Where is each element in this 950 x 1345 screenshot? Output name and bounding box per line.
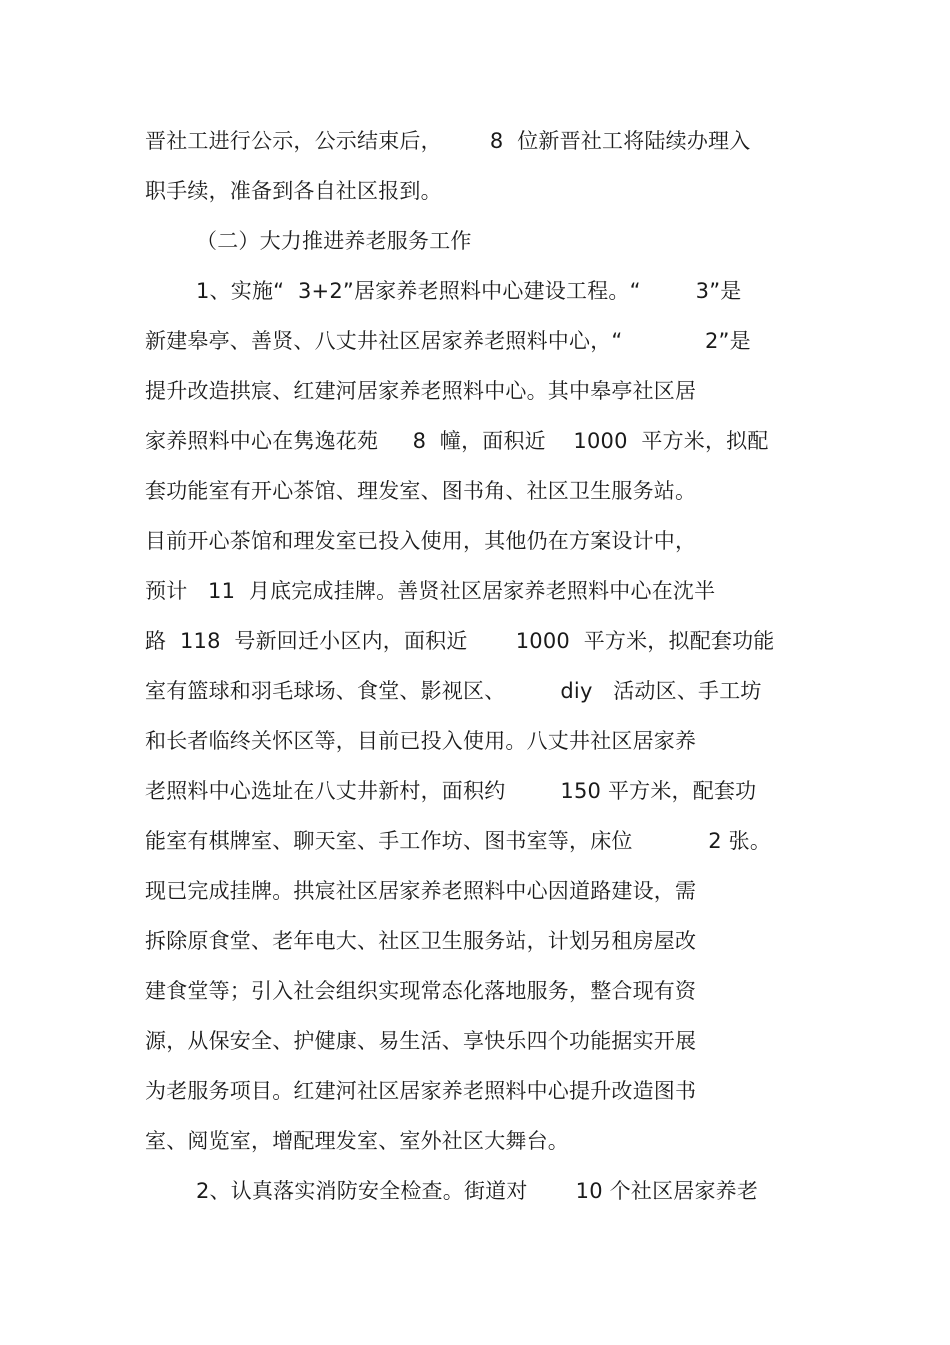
paragraph-line: 源，从保安全、护健康、易生活、享快乐四个功能据实开展 [145, 1029, 697, 1053]
paragraph-line: 职手续，准备到各自社区报到。 [145, 179, 442, 203]
paragraph-line: 2、认真落实消防安全检查。街道对 10 个社区居家养老 [196, 1179, 759, 1203]
paragraph-line: 为老服务项目。红建河社区居家养老照料中心提升改造图书 [145, 1079, 697, 1103]
paragraph-line: 新建皋亭、善贤、八丈井社区居家养老照料中心，“ 2”是 [145, 329, 751, 353]
paragraph-line: 提升改造拱宸、红建河居家养老照料中心。其中皋亭社区居 [145, 379, 697, 403]
paragraph-line: 现已完成挂牌。拱宸社区居家养老照料中心因道路建设，需 [145, 879, 697, 903]
paragraph-line: 室、阅览室，增配理发室、室外社区大舞台。 [145, 1129, 569, 1153]
paragraph-line: 建食堂等；引入社会组织实现常态化落地服务，整合现有资 [145, 979, 697, 1003]
paragraph-line: 能室有棋牌室、聊天室、手工作坊、图书室等，床位 2 张。 [145, 829, 772, 853]
paragraph-line: 1、实施“ 3+2”居家养老照料中心建设工程。“ 3”是 [196, 279, 742, 303]
paragraph-line: 目前开心茶馆和理发室已投入使用，其他仍在方案设计中， [145, 529, 697, 553]
paragraph-line: 家养照料中心在隽逸花苑 8 幢，面积近 1000 平方米，拟配 [145, 429, 769, 453]
paragraph-line: 预计 11 月底完成挂牌。善贤社区居家养老照料中心在沈半 [145, 579, 716, 603]
paragraph-line: 拆除原食堂、老年电大、社区卫生服务站，计划另租房屋改 [145, 929, 697, 953]
section-heading: （二）大力推进养老服务工作 [196, 229, 472, 253]
paragraph-line: 老照料中心选址在八丈井新村，面积约 150 平方米，配套功 [145, 779, 757, 803]
paragraph-line: 和长者临终关怀区等，目前已投入使用。八丈井社区居家养 [145, 729, 697, 753]
paragraph-line: 套功能室有开心茶馆、理发室、图书角、社区卫生服务站。 [145, 479, 697, 503]
paragraph-line: 室有篮球和羽毛球场、食堂、影视区、 diy 活动区、手工坊 [145, 679, 762, 703]
paragraph-line: 路 118 号新回迁小区内，面积近 1000 平方米，拟配套功能 [145, 629, 775, 653]
paragraph-line: 晋社工进行公示，公示结束后， 8 位新晋社工将陆续办理入 [145, 129, 751, 153]
